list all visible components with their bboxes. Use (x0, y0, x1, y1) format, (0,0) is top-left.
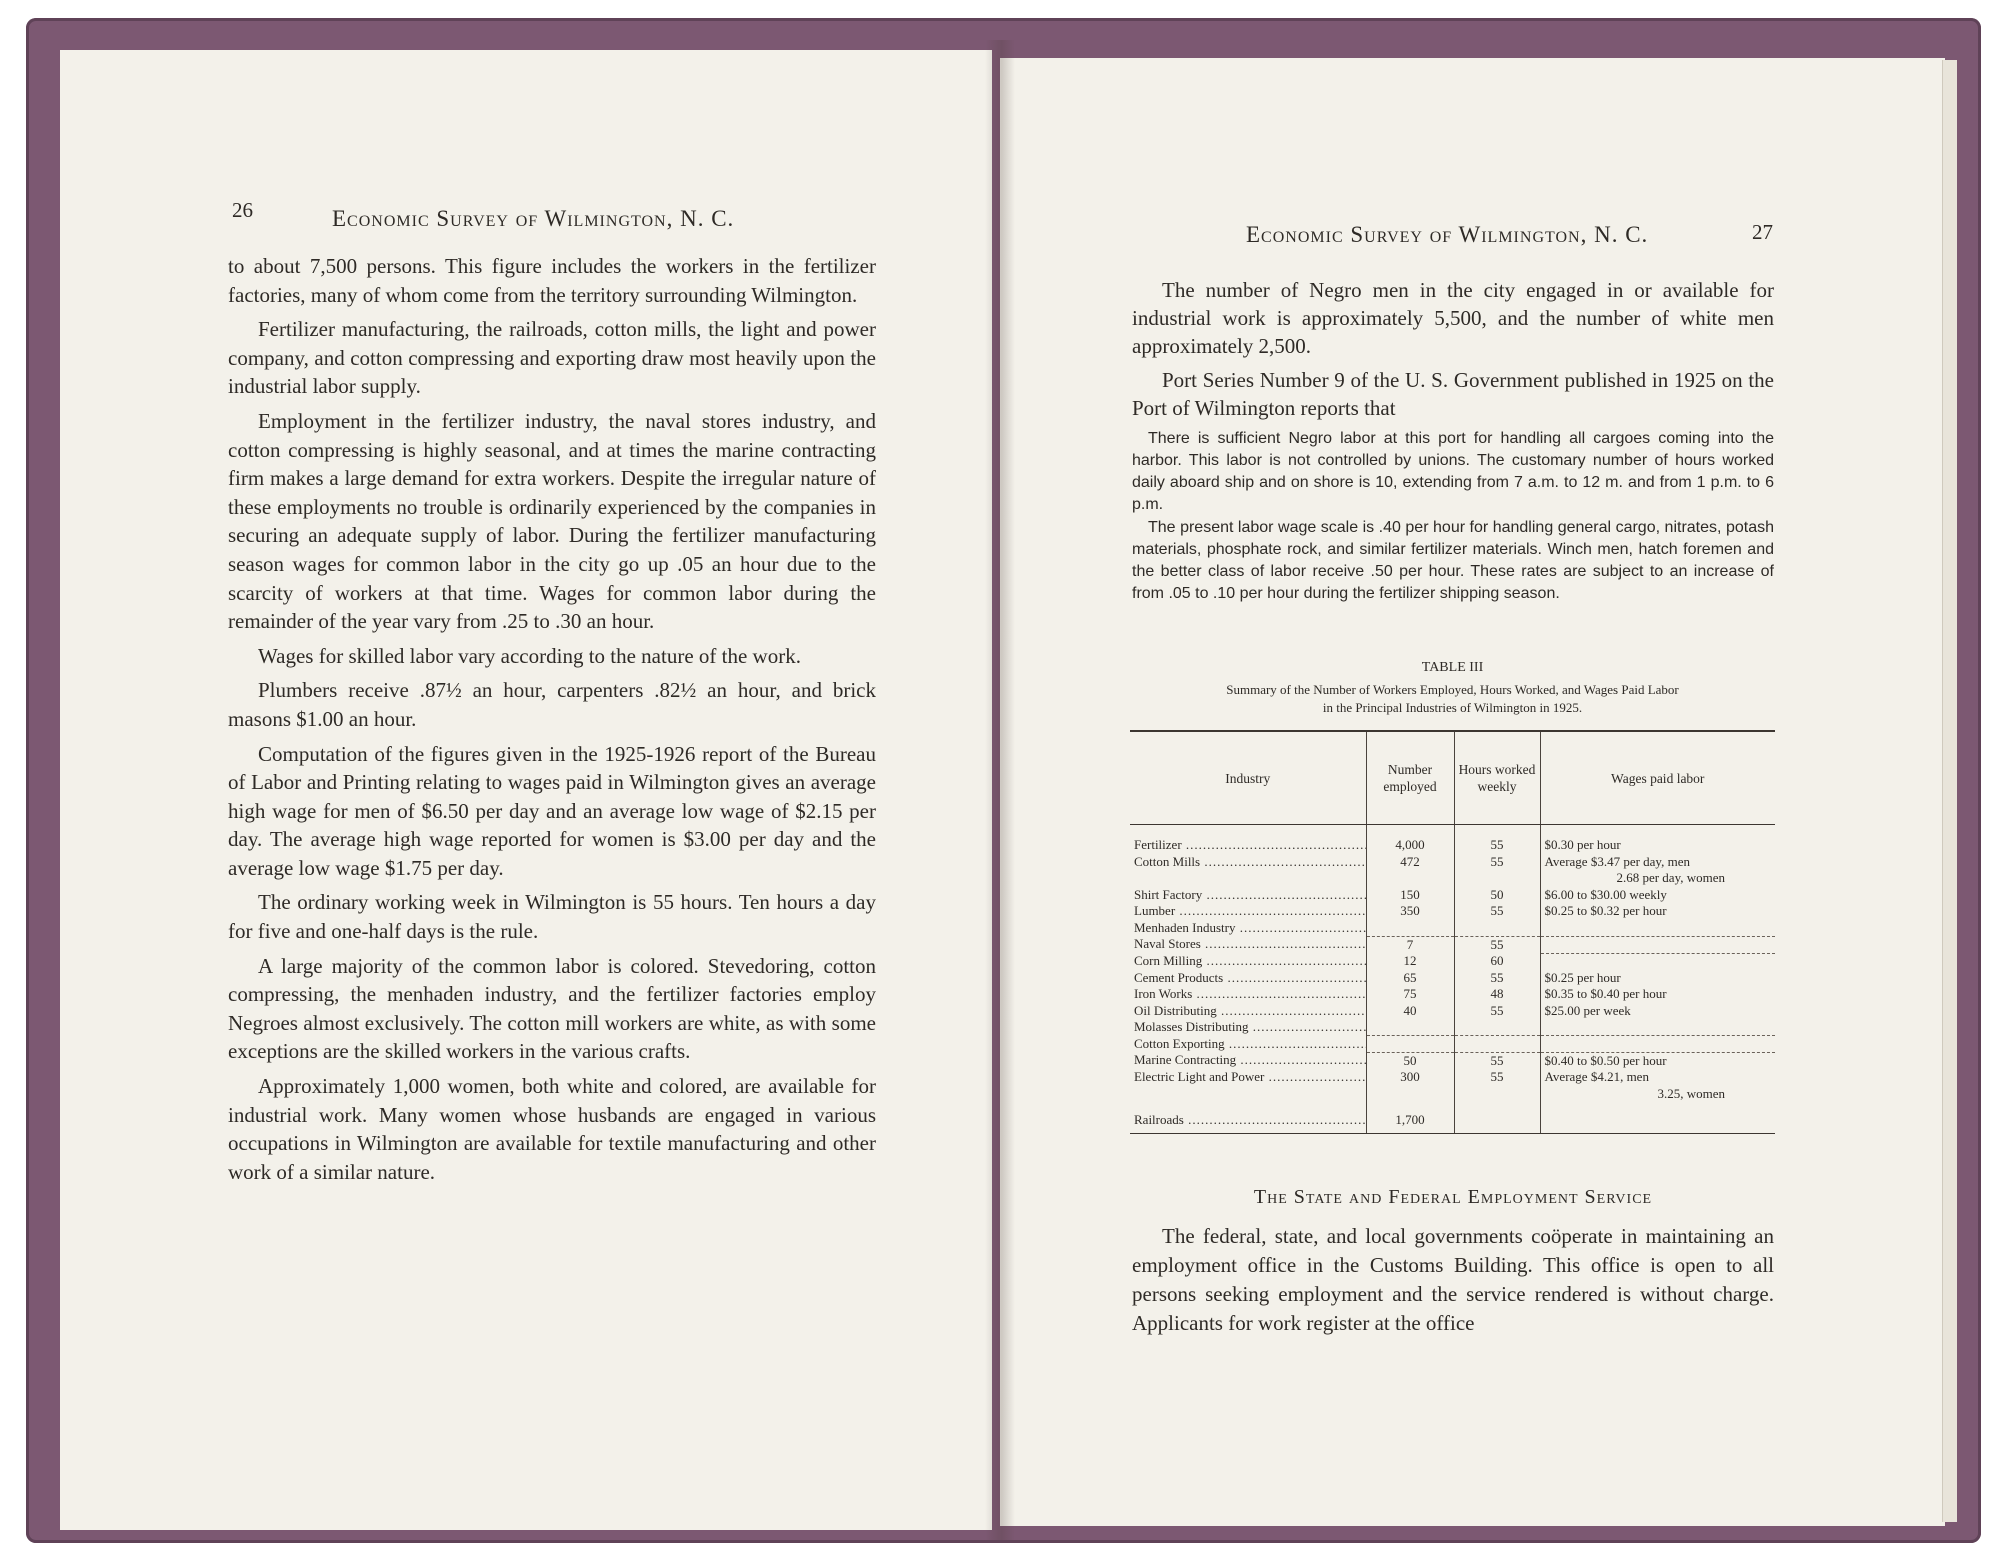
table-row (1130, 825, 1775, 854)
table-caption-line-1: Summary of the Number of Workers Employed, Hours Worked, and Wages Paid Labor (1226, 682, 1679, 697)
left-page-number: 26 (232, 198, 253, 222)
table-row (1130, 1019, 1775, 1036)
cell-wages (1540, 936, 1775, 953)
header-wages: Wages paid labor (1540, 731, 1775, 825)
cell-number: 65 (1366, 970, 1454, 987)
cell-industry: Menhaden Industry ..... (1130, 920, 1366, 937)
table-header-row (1130, 731, 1775, 825)
cell-number: 472 (1366, 854, 1454, 871)
header-number-employed: Number employed (1366, 731, 1454, 825)
cell-industry: Naval Stores ..... (1130, 936, 1366, 953)
cell-industry (1130, 1086, 1366, 1103)
table-row (1130, 870, 1775, 887)
cell-hours: 60 (1454, 953, 1540, 970)
left-body-text (228, 252, 876, 1192)
left-paragraph: Approximately 1,000 women, both white and colored, are available for industrial work. Many women whose husbands are engaged in various occupations in Wilmington are available for textile manufacturing and other work of a similar nature. (228, 1074, 876, 1184)
cell-industry: Lumber ..... (1130, 903, 1366, 920)
cell-industry: Molasses Distributing ..... (1130, 1019, 1366, 1036)
cell-wages: 2.68 per day, women (1540, 870, 1775, 887)
table-row (1130, 903, 1775, 920)
cell-hours: 48 (1454, 986, 1540, 1003)
book-gutter (985, 40, 1015, 1540)
cell-hours (1454, 1019, 1540, 1036)
cell-number: 150 (1366, 887, 1454, 904)
cell-hours (1454, 1102, 1540, 1133)
cell-number: 12 (1366, 953, 1454, 970)
cell-wages (1540, 920, 1775, 937)
table-label: TABLE III (1421, 660, 1484, 675)
right-page-number: 27 (1752, 220, 1773, 244)
wages-table (1130, 730, 1775, 1134)
cell-hours (1454, 1036, 1540, 1053)
left-paragraph: A large majority of the common labor is colored. Stevedoring, cotton compressing, the menhaden industry, and the fertilizer factories employ Negroes almost exclusively. The cotton mill workers are white, as with some exceptions are the skilled workers in the various crafts. (228, 953, 876, 1064)
table-row (1130, 986, 1775, 1003)
cell-number (1366, 920, 1454, 937)
cell-number: 4,000 (1366, 825, 1454, 854)
left-paragraph: to about 7,500 persons. This figure includes the workers in the fertilizer factories, many of whom come from the territory surrounding Wilmington. (228, 254, 876, 307)
cell-wages (1540, 953, 1775, 970)
cell-wages: Average $4.21, men (1540, 1069, 1775, 1086)
cell-hours: 55 (1454, 970, 1540, 987)
quote-paragraph: The present labor wage scale is .40 per hour for handling general cargo, nitrates, potash materials, phosphate rock, and similar fertilizer materials. Winch men, hatch foremen and the better class of labor receive .50 per hour. These rates are subject to an increase of from .05 to .10 per hour during the fertilizer shipping season. (1132, 519, 1774, 602)
cell-number (1366, 1019, 1454, 1036)
cell-number (1366, 1086, 1454, 1103)
cell-number: 50 (1366, 1052, 1454, 1069)
cell-industry: Railroads ..... (1130, 1102, 1366, 1133)
left-paragraph: Plumbers receive .87½ an hour, carpenters .82½ an hour, and brick masons $1.00 an hour. (228, 678, 876, 731)
cell-industry: Cement Products ..... (1130, 970, 1366, 987)
cell-wages: $0.25 per hour (1540, 970, 1775, 987)
cell-industry: Oil Distributing ..... (1130, 1003, 1366, 1020)
left-paragraph: Computation of the figures given in the 1925-1926 report of the Bureau of Labor and Printing relating to wages paid in Wilmington gives an average high wage for men of $6.50 per day and an average low wage of $2.15 per day. The average high wage reported for women is $3.00 per day and the average low wage $1.75 per day. (228, 741, 876, 880)
cell-wages (1540, 1019, 1775, 1036)
table-row (1130, 854, 1775, 871)
cell-wages: $6.00 to $30.00 weekly (1540, 887, 1775, 904)
cell-wages: 3.25, women (1540, 1086, 1775, 1103)
left-running-head: Economic Survey of Wilmington, N. C. (332, 206, 735, 231)
cell-industry: Fertilizer ..... (1130, 825, 1366, 854)
cell-wages: $0.25 to $0.32 per hour (1540, 903, 1775, 920)
left-paragraph: Wages for skilled labor vary according to the nature of the work. (258, 643, 801, 668)
right-running-head: Economic Survey of Wilmington, N. C. (1246, 222, 1649, 247)
right-body-text (1132, 276, 1774, 428)
left-paragraph: Fertilizer manufacturing, the railroads, cotton mills, the light and power company, and cotton compressing and exporting draw most heavily upon the industrial labor supply. (228, 317, 876, 399)
cell-hours: 50 (1454, 887, 1540, 904)
quote-paragraph: There is sufficient Negro labor at this port for handling all cargoes coming into the harbor. This labor is not controlled by unions. The customary number of hours worked daily aboard ship and on shore is 10, extending from 7 a.m. to 12 m. and from 1 p.m. to 6 p.m. (1132, 430, 1774, 513)
header-industry: Industry (1130, 731, 1366, 825)
left-paragraph: Employment in the fertilizer industry, the naval stores industry, and cotton compressing is highly seasonal, and at times the marine contracting firm makes a large demand for extra workers. Despite the irregular nature of these employments no trouble is ordinarily experienced by the companies in securing an adequate supply of labor. During the fertilizer manufacturing season wages for common labor in the city go up .05 an hour due to the scarcity of workers at that time. Wages for common labor during the remainder of the year vary from .25 to .30 an hour. (228, 408, 876, 634)
table-row (1130, 936, 1775, 953)
right-paragraph: Port Series Number 9 of the U. S. Government published in 1925 on the Port of Wilmington reports that (1132, 368, 1774, 420)
cell-hours (1454, 1086, 1540, 1103)
right-paragraph: The number of Negro men in the city engaged in or available for industrial work is approximately 5,500, and the number of white men approximately 2,500. (1132, 278, 1774, 358)
cell-hours: 55 (1454, 1052, 1540, 1069)
cell-wages: $0.40 to $0.50 per hour (1540, 1052, 1775, 1069)
table-caption-line-2: in the Principal Industries of Wilmington in 1925. (1322, 700, 1583, 715)
cell-hours: 55 (1454, 1069, 1540, 1086)
cell-wages (1540, 1102, 1775, 1133)
cell-industry: Corn Milling ..... (1130, 953, 1366, 970)
section-paragraph: The federal, state, and local governments coöperate in maintaining an employment office in the Customs Building. This office is open to all persons seeking employment and the service rendered is without charge. Applicants for work register at the office (1132, 1224, 1774, 1335)
table-row (1130, 920, 1775, 937)
cell-industry (1130, 870, 1366, 887)
cell-hours: 55 (1454, 854, 1540, 871)
cell-number: 7 (1366, 936, 1454, 953)
table-row (1130, 953, 1775, 970)
cell-industry: Marine Contracting ..... (1130, 1052, 1366, 1069)
table-row (1130, 887, 1775, 904)
cell-number: 75 (1366, 986, 1454, 1003)
cell-wages: $0.30 per hour (1540, 825, 1775, 854)
cell-hours: 55 (1454, 1003, 1540, 1020)
table-row (1130, 1102, 1775, 1133)
cell-hours: 55 (1454, 825, 1540, 854)
left-paragraph: The ordinary working week in Wilmington is 55 hours. Ten hours a day for five and one-half days is the rule. (228, 890, 876, 944)
cell-hours (1454, 920, 1540, 937)
cell-number: 300 (1366, 1069, 1454, 1086)
cell-industry: Iron Works ..... (1130, 986, 1366, 1003)
table-row (1130, 1052, 1775, 1069)
table-row (1130, 1003, 1775, 1020)
table-row (1130, 970, 1775, 987)
cell-number (1366, 1036, 1454, 1053)
cell-wages: Average $3.47 per day, men (1540, 854, 1775, 871)
quoted-report (1132, 428, 1774, 606)
cell-industry: Cotton Mills ..... (1130, 854, 1366, 871)
header-hours-worked: Hours worked weekly (1454, 731, 1540, 825)
cell-wages (1540, 1036, 1775, 1053)
page-edges (1942, 60, 1957, 1522)
cell-number: 1,700 (1366, 1102, 1454, 1133)
cell-number (1366, 870, 1454, 887)
cell-number: 350 (1366, 903, 1454, 920)
table-row (1130, 1086, 1775, 1103)
cell-number: 40 (1366, 1003, 1454, 1020)
section-body-text (1132, 1222, 1774, 1344)
cell-hours: 55 (1454, 936, 1540, 953)
cell-industry: Shirt Factory ..... (1130, 887, 1366, 904)
cell-industry: Cotton Exporting ..... (1130, 1036, 1366, 1053)
cell-wages: $25.00 per week (1540, 1003, 1775, 1020)
cell-hours (1454, 870, 1540, 887)
cell-wages: $0.35 to $0.40 per hour (1540, 986, 1775, 1003)
cell-hours: 55 (1454, 903, 1540, 920)
table-row (1130, 1069, 1775, 1086)
section-heading: The State and Federal Employment Service (1253, 1186, 1653, 1208)
table-row (1130, 1036, 1775, 1053)
cell-industry: Electric Light and Power ..... (1130, 1069, 1366, 1086)
